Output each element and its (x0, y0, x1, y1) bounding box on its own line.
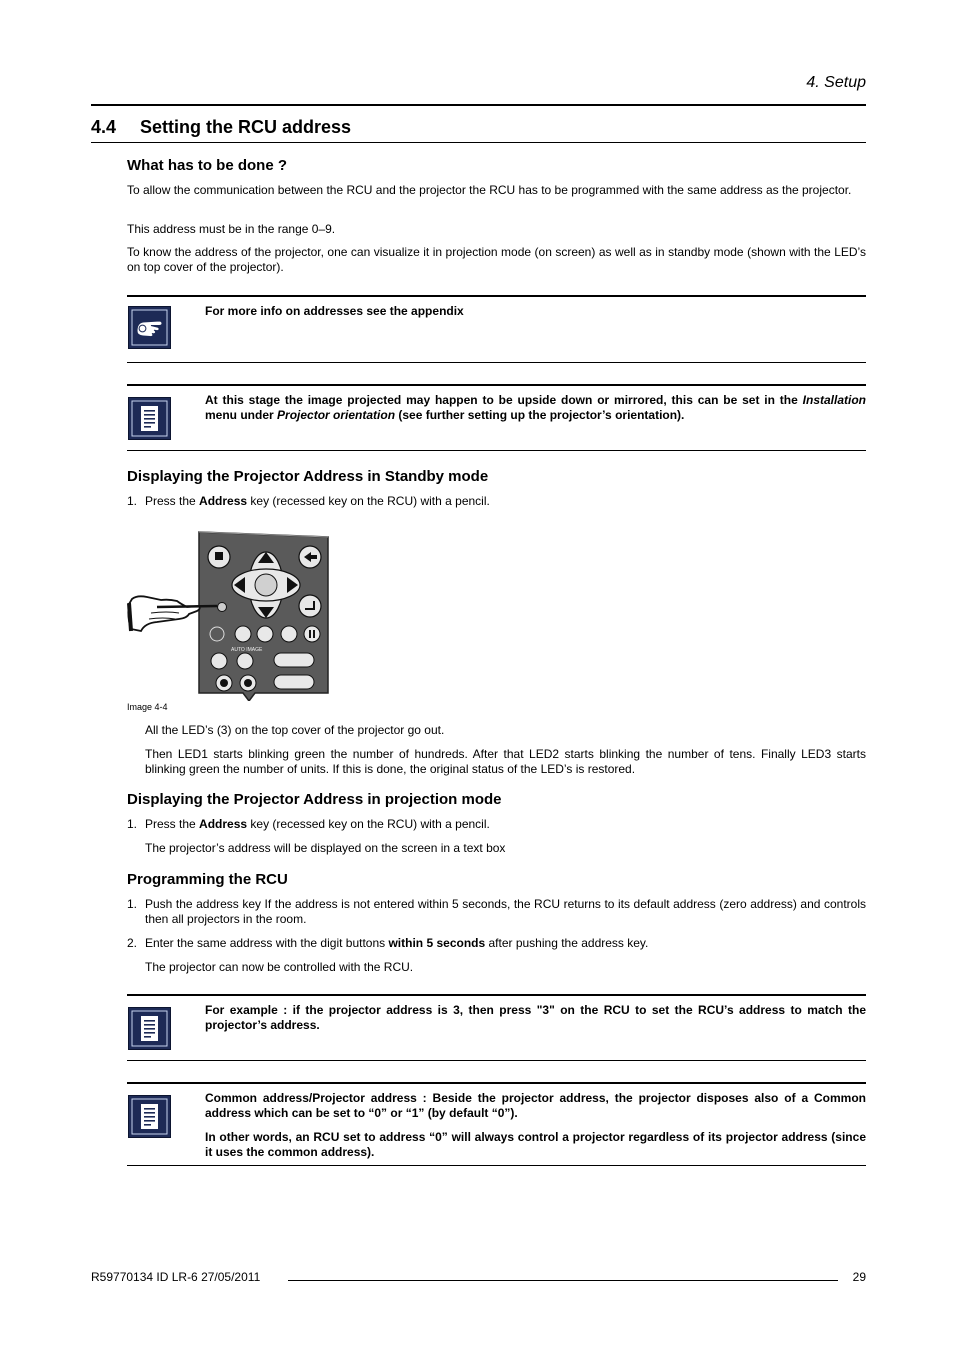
rcu-auto-image-label: AUTO IMAGE (231, 647, 263, 653)
standby-step-1: 1. Press the Address key (recessed key on the RCU) with a pencil. (127, 494, 490, 508)
heading-projection: Displaying the Projector Address in projection mode (127, 791, 502, 808)
section-rule (91, 142, 866, 143)
section-number: 4.4 (91, 117, 117, 137)
note-common-address-text (205, 1091, 866, 1160)
what-paragraph-1: To allow the communication between the RCU and the projector the RCU has to be programmed with the same address as the projector. (127, 183, 852, 197)
note-example (127, 994, 866, 1061)
standby-paragraph-2: Then LED1 starts blinking green the number of hundreds. After that LED2 starts blinking the number of tens. Finally LED3 starts blinking green the number of units. If this is done, the original status of the LED’s is restored. (145, 747, 866, 776)
image-caption: Image 4-4 (127, 702, 168, 712)
standby-paragraph-1: All the LED’s (3) on the top cover of the projector go out. (145, 723, 445, 737)
programming-step-1: 1. Push the address key If the address is not entered within 5 seconds, the RCU returns to its default address (zero address) and controls then all projectors in the room. (127, 897, 866, 926)
note-common-address-p2: In other words, an RCU set to address “0” will always control a projector regardless of its projector address (since it uses the common address). (205, 1130, 866, 1159)
what-paragraph-3: To know the address of the projector, one can visualize it in projection mode (on screen) as well as in standby mode (shown with the LED’s on top cover of the projector). (127, 245, 866, 274)
running-head: 4. Setup (806, 74, 866, 91)
pointing-hand-icon (128, 306, 171, 349)
projection-paragraph-1: The projector’s address will be displayed on the screen in a text box (145, 841, 506, 855)
address-key (218, 603, 227, 612)
rcu-illustration (127, 527, 335, 701)
power-key-icon (210, 627, 224, 641)
heading-programming: Programming the RCU (127, 871, 288, 888)
programming-paragraph-1: The projector can now be controlled with the RCU. (145, 960, 414, 974)
section-title-text: Setting the RCU address (140, 117, 352, 137)
note-appendix-text: For more info on addresses see the appendix (205, 304, 464, 318)
note-document-icon (128, 397, 171, 440)
enter-key-icon (299, 595, 321, 617)
page-number: 29 (852, 1270, 866, 1284)
note-orientation-text: At this stage the image projected may happen to be upside down or mirrored, this can be set in the Installation menu under Projector orientation (see further setting up the projector’s orientation). (205, 393, 866, 422)
note-orientation (127, 384, 866, 451)
note-appendix (127, 295, 866, 363)
programming-step-2: 2. Enter the same address with the digit buttons within 5 seconds after pushing the address key. (127, 936, 649, 950)
footer-doc-id: R59770134 ID LR-6 27/05/2011 (91, 1270, 261, 1284)
projection-step-1: 1. Press the Address key (recessed key on the RCU) with a pencil. (127, 817, 490, 831)
note-document-icon (128, 1007, 171, 1050)
pause-key-icon (304, 626, 320, 642)
note-document-icon (128, 1095, 171, 1138)
footer-rule (288, 1280, 838, 1281)
note-common-address-p1: Common address/Projector address : Beside the projector address, the projector disposes also of a Common address which can be set to “0” or “1” (by default “0”). (205, 1091, 866, 1120)
heading-what: What has to be done ? (127, 157, 287, 174)
header-rule (91, 104, 866, 106)
what-paragraph-2: This address must be in the range 0–9. (127, 222, 336, 236)
heading-standby: Displaying the Projector Address in Standby mode (127, 468, 489, 485)
note-common-address (127, 1082, 866, 1166)
section-title (91, 117, 351, 138)
note-example-text: For example : if the projector address is 3, then press "3" on the RCU to set the RCU’s address to match the projector’s address. (205, 1003, 866, 1032)
